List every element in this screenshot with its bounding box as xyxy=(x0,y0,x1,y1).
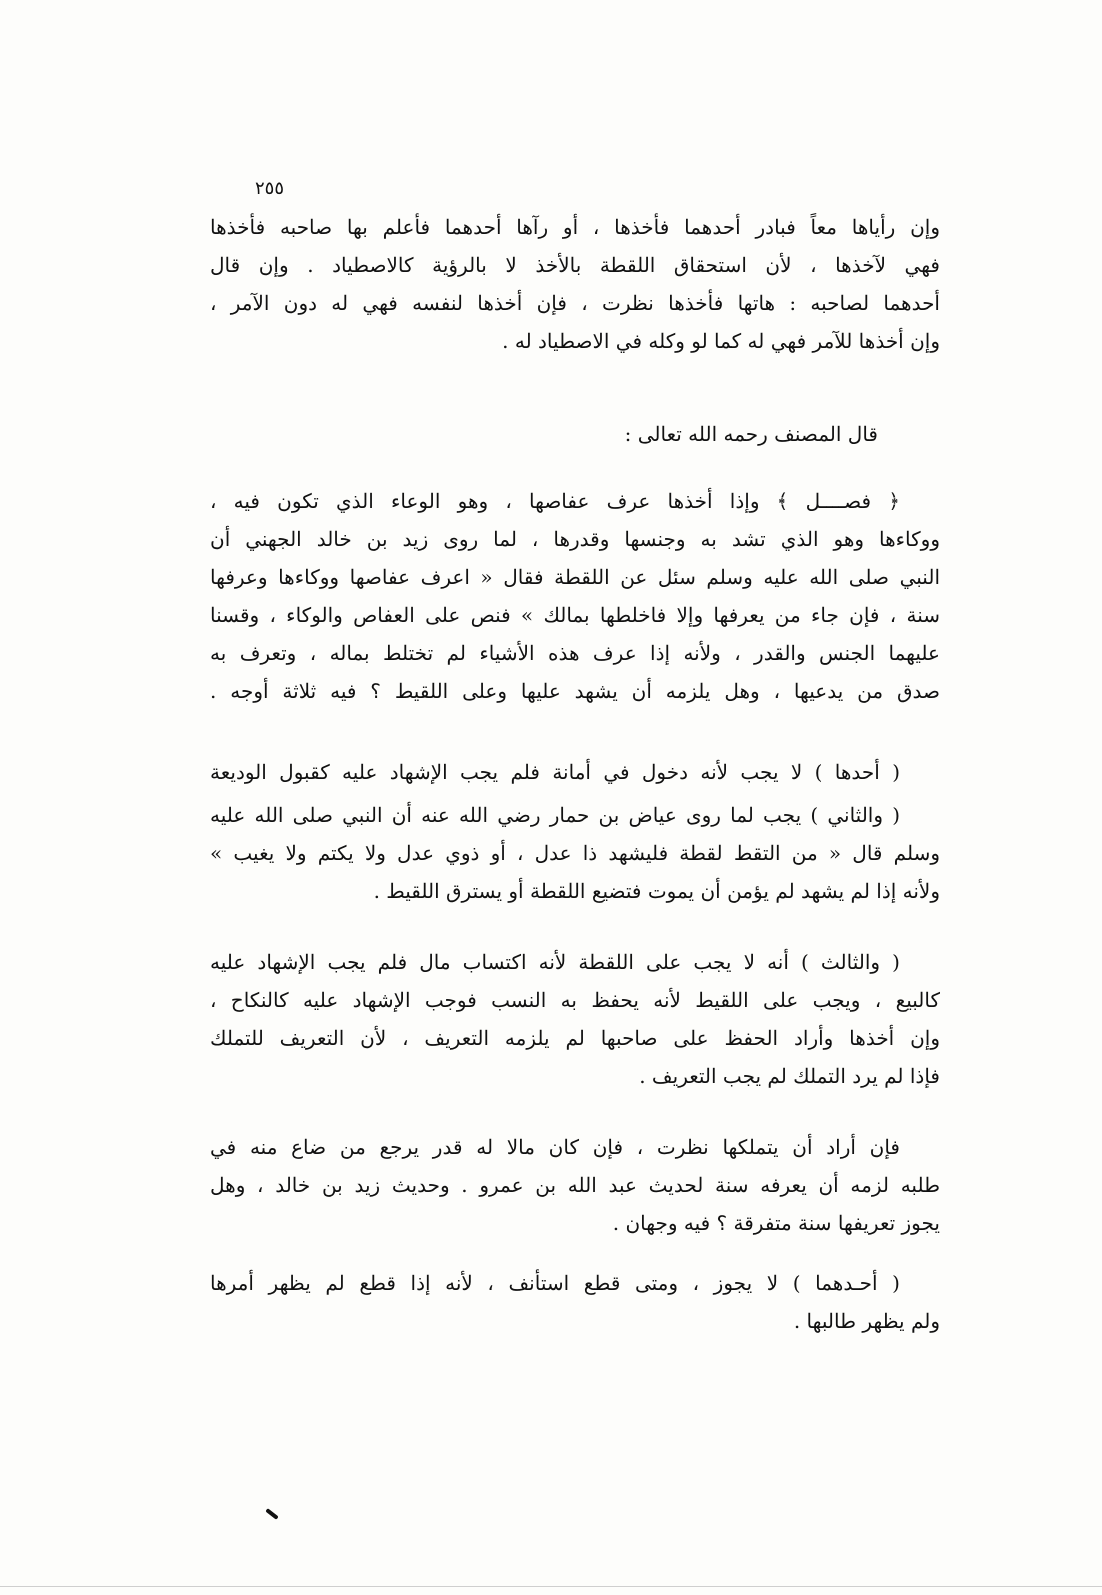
text-line: عليهما الجنس والقدر ، ولأنه إذا عرف هذه الأشياء لم تختلط بماله ، وتعرف به xyxy=(210,641,940,665)
text-line: ( والثاني ) يجب لما روى عياض بن حمار رضي الله عنه أن النبي صلى الله عليه xyxy=(210,803,900,827)
heading-line: قال المصنف رحمه الله تعالى : xyxy=(624,422,878,446)
text-line: ولم يظهر طالبها . xyxy=(793,1309,940,1333)
paragraph-7 xyxy=(210,1264,940,1340)
text-line: طلبه لزمه أن يعرفه سنة لحديث عبد الله بن عمرو . وحديث زيد بن خالد ، وهل xyxy=(210,1173,940,1197)
page-edge-line xyxy=(0,1586,1102,1587)
paragraph-4 xyxy=(210,796,940,910)
text-line: وإن أخذها للآمر فهي له كما لو وكله في الاصطياد له . xyxy=(502,329,940,353)
paragraph-6 xyxy=(210,1128,940,1242)
text-line: صدق من يدعيها ، وهل يلزمه أن يشهد عليها وعلى اللقيط ؟ فيه ثلاثة أوجه . xyxy=(210,679,940,703)
text-line: ولأنه إذا لم يشهد لم يؤمن أن يموت فتضيع اللقطة أو يسترق اللقيط . xyxy=(373,879,940,903)
paragraph-5 xyxy=(210,943,940,1095)
text-line: ( أحدها ) لا يجب لأنه دخول في أمانة فلم يجب الإشهاد عليه كقبول الوديعة xyxy=(210,760,900,784)
text-line: يجوز تعريفها سنة متفرقة ؟ فيه وجهان . xyxy=(612,1211,940,1235)
text-line: كالبيع ، ويجب على اللقيط لأنه يحفظ به النسب فوجب الإشهاد عليه كالنكاح ، xyxy=(210,988,940,1012)
text-line: وإن رأياها معاً فبادر أحدهما فأخذها ، أو رآها أحدهما فأعلم بها صاحبه فأخذها xyxy=(210,215,940,239)
text-line: ووكاءها وهو الذي تشد به وجنسها وقدرها ، لما روى زيد بن خالد الجهني أن xyxy=(210,527,940,551)
text-line: ( أحـدهما ) لا يجوز ، ومتى قطع استأنف ، لأنه إذا قطع لم يظهر أمرها xyxy=(210,1271,900,1295)
text-line: أحدهما لصاحبه : هاتها فأخذها نظرت ، فإن أخذها لنفسه فهي له دون الآمر ، xyxy=(210,291,940,315)
text-line: سنة ، فإن جاء من يعرفها وإلا فاخلطها بمالك » فنص على العفاص والوكاء ، وقسنا xyxy=(210,603,940,627)
paragraph-1 xyxy=(210,208,940,360)
text-line: ﴿ فصــــل ﴾ وإذا أخذها عرف عفاصها ، وهو الوعاء الذي تكون فيه ، xyxy=(210,489,900,513)
paragraph-3 xyxy=(210,753,940,791)
text-line: فهي لآخذها ، لأن استحقاق اللقطة بالأخذ لا بالرؤية كالاصطياد . وإن قال xyxy=(210,253,940,277)
text-line: وإن أخذها وأراد الحفظ على صاحبها لم يلزمه التعريف ، لأن التعريف للتملك xyxy=(210,1026,940,1050)
text-line: ( والثالث ) أنه لا يجب على اللقطة لأنه اكتساب مال فلم يجب الإشهاد عليه xyxy=(210,950,900,974)
text-line: فإن أراد أن يتملكها نظرت ، فإن كان مالا له قدر يرجع من ضاع منه في xyxy=(210,1135,900,1159)
paragraph-2 xyxy=(210,482,940,710)
text-line: النبي صلى الله عليه وسلم سئل عن اللقطة فقال « اعرف عفاصها ووكاءها وعرفها xyxy=(210,565,940,589)
text-line: فإذا لم يرد التملك لم يجب التعريف . xyxy=(639,1064,940,1088)
section-heading xyxy=(210,415,940,453)
page-number: ٢٥٥ xyxy=(255,178,285,199)
ink-mark xyxy=(265,1508,278,1520)
text-line: وسلم قال « من التقط لقطة فليشهد ذا عدل ، أو ذوي عدل ولا يكتم ولا يغيب » xyxy=(210,841,940,865)
